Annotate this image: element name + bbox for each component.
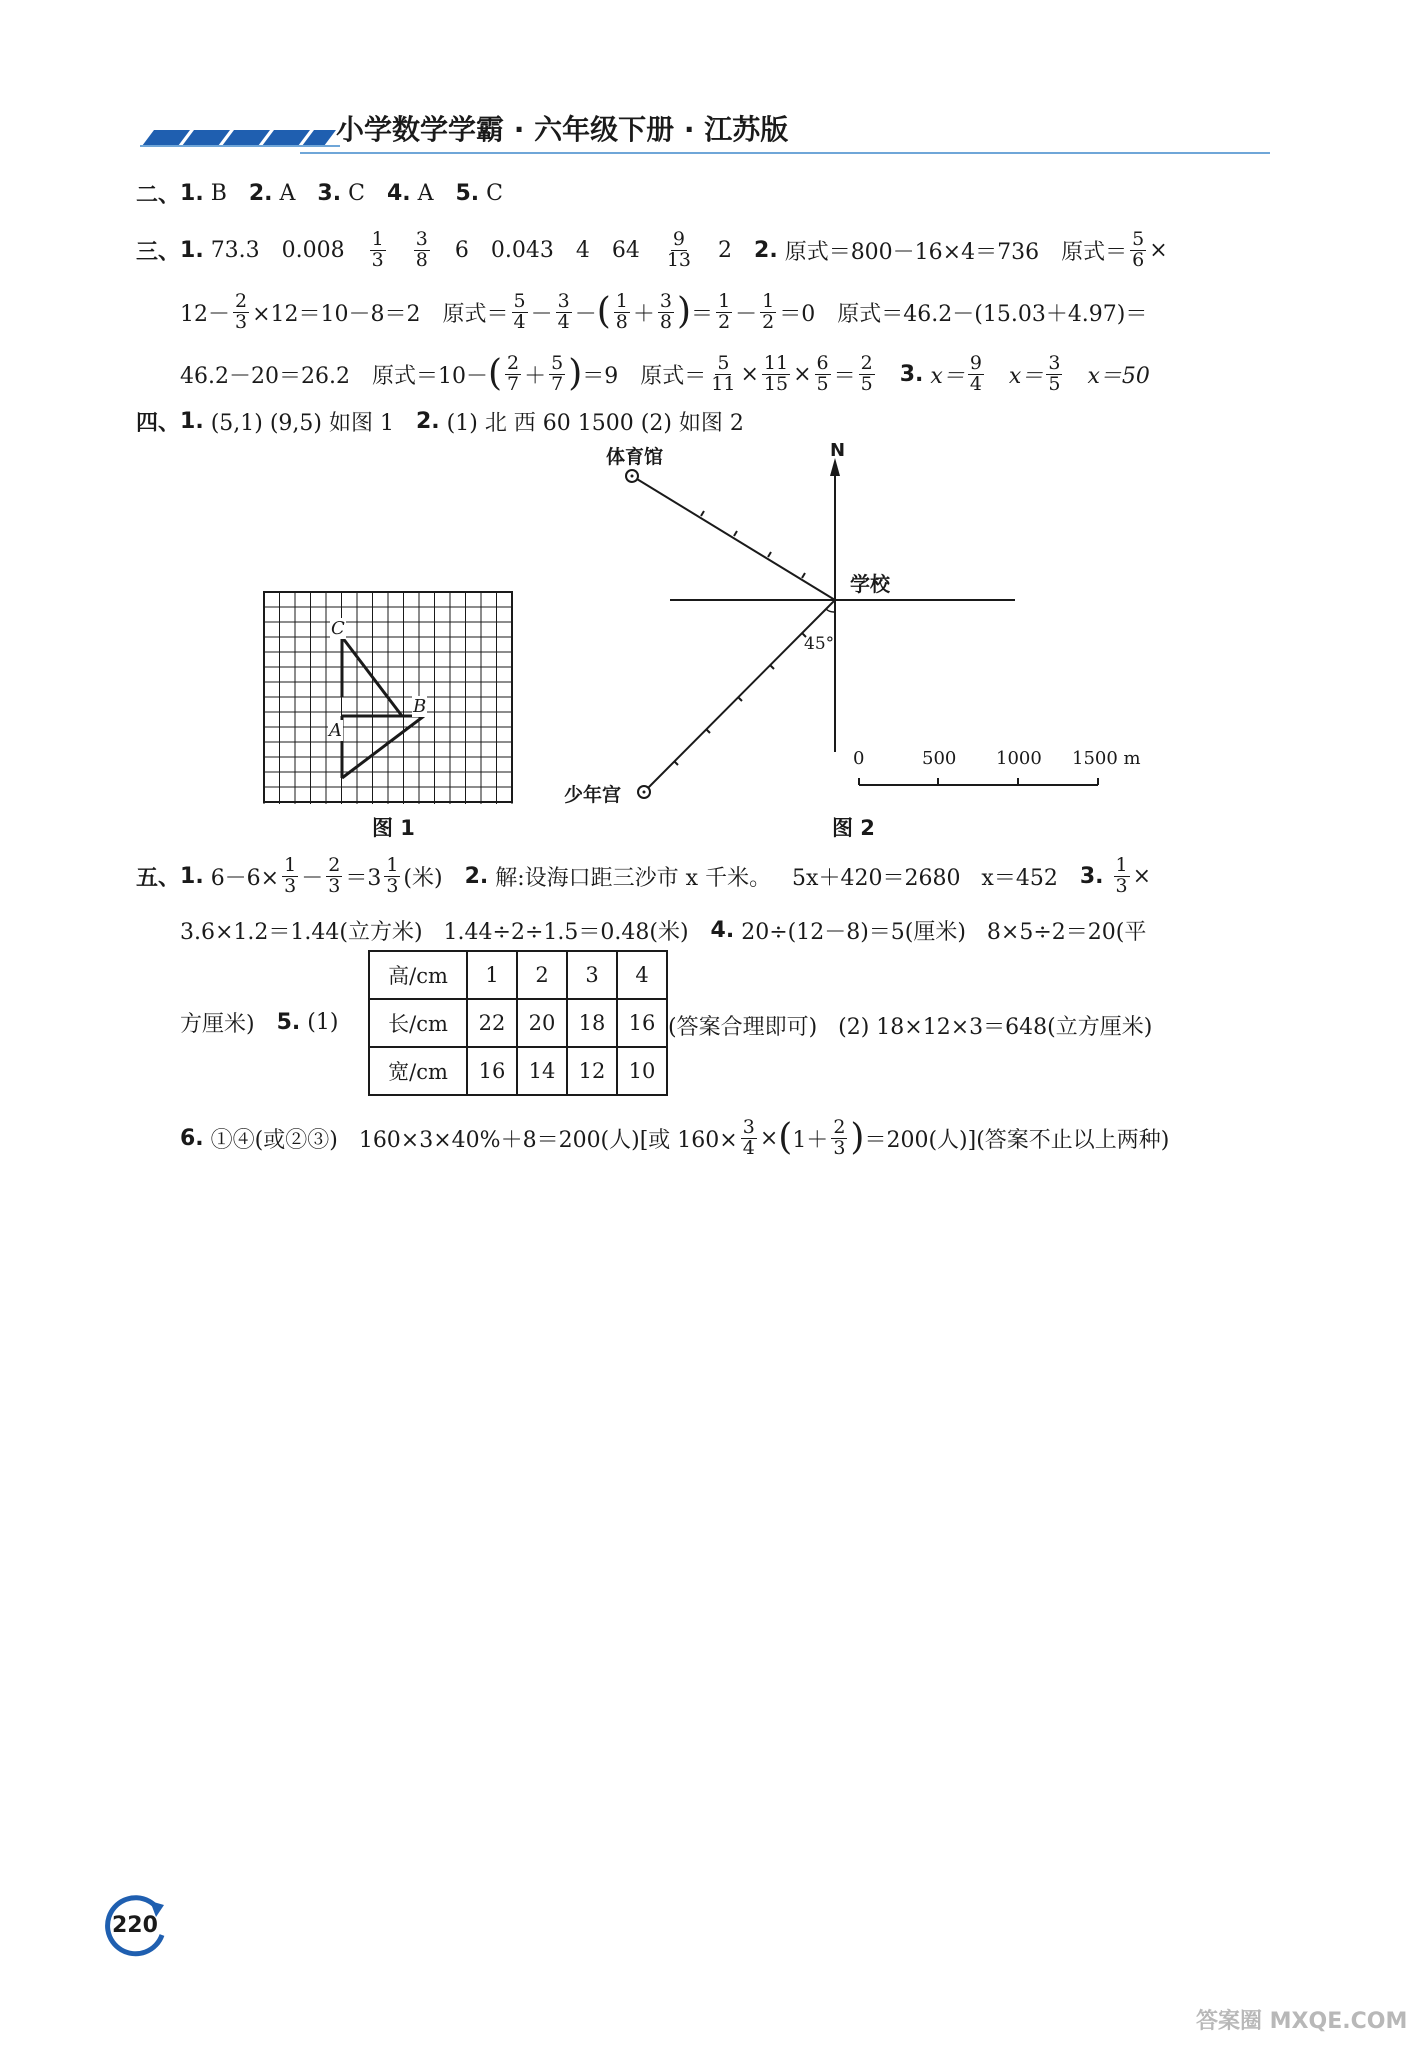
fraction: $\frac{5}{11}$: [711, 351, 736, 395]
watermark-text: 答案圈 MXQE.COM: [1196, 2009, 1408, 2034]
answer: 73.3: [210, 237, 260, 263]
gym-label: 体育馆: [606, 446, 664, 468]
page-number-badge: [98, 1895, 174, 1959]
expression: (米): [403, 865, 443, 891]
answer: B: [210, 180, 227, 206]
expression: x＝: [930, 363, 965, 389]
expression: ×: [759, 1125, 779, 1151]
fraction: $\frac{3}{4}$: [557, 289, 570, 333]
expression: ×: [793, 361, 812, 387]
section-5-label: 五、: [136, 865, 181, 891]
section-5-line-1: [136, 848, 1151, 904]
table-row: [369, 999, 667, 1047]
expression: 原式＝46.2－(15.03＋4.97)＝: [837, 301, 1148, 327]
school-label: 学校: [850, 572, 890, 596]
figure-2-caption: 图 2: [832, 816, 875, 840]
table-cell: 16: [617, 999, 667, 1047]
section-5-line-3: [180, 1004, 338, 1040]
answer: C: [348, 180, 365, 206]
expression: －: [530, 301, 553, 327]
expression: 方厘米): [180, 1011, 255, 1037]
expression: ×: [740, 361, 759, 387]
fraction: $\frac{5}{7}$: [551, 351, 564, 395]
fraction: $\frac{1}{3}$: [371, 227, 384, 271]
fraction: $\frac{9}{13}$: [666, 227, 692, 271]
section-2-label: 二、: [136, 182, 181, 208]
expression: －: [735, 301, 758, 327]
fraction: $\frac{11}{15}$: [763, 351, 789, 395]
q-number: 2.: [754, 237, 778, 263]
table-cell: 4: [617, 951, 667, 999]
scale-0: 0: [853, 748, 865, 769]
fraction: $\frac{3}{8}$: [659, 289, 672, 333]
table-cell: 14: [517, 1047, 567, 1095]
section-2: [136, 178, 503, 208]
answer: (1) 北 西 60 1500 (2) 如图 2: [446, 410, 744, 436]
expression: x＝: [1008, 363, 1044, 389]
expression: x＝50: [1087, 363, 1150, 389]
expression: ①④(或②③) 160×3×40%＋8＝200(人)[或 160×: [210, 1127, 738, 1153]
table-row: [369, 1047, 667, 1095]
answer: 6: [454, 237, 469, 263]
q-number: 5.: [455, 180, 480, 206]
figure-1: [262, 590, 522, 812]
section-5-line-3-tail: (答案合理即可) (2) 18×12×3＝648(立方厘米): [668, 1015, 1153, 1040]
expression: －: [301, 865, 324, 891]
expression: 20÷(12－8)＝5(厘米) 8×5÷2＝20(平: [741, 919, 1147, 945]
figure-2: [560, 440, 1160, 810]
section-3-line-2: 12－ $\frac{2}{3}$ ×12＝10－8＝2 原式＝ $\frac{5}{4}$ － $\frac{3}{4}$ － ( $\frac{1}{8}$ ＋ $\frac{3}{8}$ ) ＝ $\frac{1}{2}$ － $\frac{1}{2}$ ＝0 原式＝46.2－(15.03＋4.97)＝: [180, 289, 1148, 333]
fraction: $\frac{3}{4}$: [742, 1115, 755, 1159]
fraction: $\frac{2}{7}$: [507, 351, 520, 395]
header-rule: [300, 152, 1270, 154]
row-header: 宽/cm: [369, 1047, 467, 1095]
angle-label: 45°: [804, 634, 835, 654]
expression: ＝200(人)](答案不止以上两种): [864, 1127, 1170, 1153]
expression: ×: [1132, 863, 1152, 889]
fraction: $\frac{1}{8}$: [615, 289, 628, 333]
answer: C: [486, 180, 504, 206]
expression: ＝9: [582, 363, 619, 389]
expression: ×: [1149, 237, 1168, 263]
expression: 原式＝: [640, 363, 707, 389]
answer: (5,1) (9,5) 如图 1: [210, 410, 394, 436]
q-number: 4.: [386, 180, 411, 206]
page-number: 220: [112, 1913, 158, 1938]
expression: ＝3: [345, 865, 382, 891]
q-number: 2.: [415, 408, 440, 434]
section-5-line-4: 6. ①④(或②③) 160×3×40%＋8＝200(人)[或 160× $\frac{3}{4}$ × ( 1＋ $\frac{2}{3}$ ) ＝200(人)](答案不止以上两种): [180, 1115, 1170, 1159]
q-number: 3.: [317, 180, 342, 206]
table-cell: 22: [467, 999, 517, 1047]
row-header: 高/cm: [369, 951, 467, 999]
answer: 2: [718, 237, 733, 263]
expression: －: [574, 301, 597, 327]
fraction: $\frac{5}{4}$: [513, 289, 526, 333]
expression: 1＋: [792, 1127, 829, 1153]
expression: 3.6×1.2＝1.44(立方米) 1.44÷2÷1.5＝0.48(米): [180, 919, 689, 945]
section-4-line-1: [136, 404, 744, 438]
scale-1000: 1000: [996, 748, 1042, 769]
table-cell: 10: [617, 1047, 667, 1095]
scale-500: 500: [922, 748, 957, 769]
palace-label: 少年宫: [564, 784, 622, 806]
expression: ＋: [632, 301, 655, 327]
north-label: N: [830, 440, 846, 461]
fraction: $\frac{3}{5}$: [1048, 351, 1061, 395]
expression: ＝: [833, 363, 856, 389]
q-number: 1.: [180, 237, 204, 263]
table-cell: 1: [467, 951, 517, 999]
q-number: 2.: [464, 863, 489, 889]
answer: A: [417, 180, 434, 206]
table-row: [369, 951, 667, 999]
expression: 原式＝800－16×4＝736: [784, 239, 1040, 265]
figure-1-caption: 图 1: [372, 816, 415, 840]
point-label-c: C: [331, 618, 345, 639]
q-number: 3.: [1079, 863, 1104, 889]
fraction: $\frac{1}{3}$: [284, 853, 297, 897]
expression: 原式＝: [1061, 239, 1128, 265]
point-label-a: A: [329, 720, 342, 741]
header-decoration: [140, 118, 340, 154]
expression: ＝: [691, 301, 714, 327]
table-cell: 2: [517, 951, 567, 999]
expression: ×12＝10－8＝2: [252, 301, 421, 327]
answer: 64: [611, 237, 640, 263]
expression: (1): [307, 1009, 339, 1035]
fraction: $\frac{5}{6}$: [1132, 227, 1145, 271]
expression: 6－6×: [210, 865, 280, 891]
section-5-line-2: [180, 912, 1146, 948]
expression: 原式＝: [442, 301, 509, 327]
expression: ＋: [524, 363, 547, 389]
expression: 原式＝10－: [371, 363, 488, 389]
fraction: $\frac{2}{3}$: [328, 853, 341, 897]
table-cell: 3: [567, 951, 617, 999]
fraction: $\frac{6}{5}$: [816, 351, 829, 395]
table-cell: 20: [517, 999, 567, 1047]
fraction: $\frac{2}{3}$: [235, 289, 248, 333]
q-number: 4.: [710, 917, 735, 943]
q-number: 1.: [180, 180, 204, 206]
point-label-b: B: [413, 696, 427, 717]
table-cell: 16: [467, 1047, 517, 1095]
answer: 0.043: [490, 237, 554, 263]
row-header: 长/cm: [369, 999, 467, 1047]
fraction: $\frac{9}{4}$: [969, 351, 982, 395]
watermark: [1196, 1980, 1408, 2052]
table-cell: 18: [567, 999, 617, 1047]
section-3-label: 三、: [136, 239, 181, 265]
answer: 0.008: [281, 237, 345, 263]
scale-1500: 1500 m: [1072, 748, 1141, 769]
expression: 12－: [180, 301, 230, 327]
q-number: 6.: [180, 1125, 204, 1151]
dimension-table: [368, 950, 668, 1096]
fraction: $\frac{3}{8}$: [415, 227, 428, 271]
section-4-label: 四、: [136, 410, 181, 436]
fraction: $\frac{1}{2}$: [718, 289, 731, 333]
q-number: 5.: [276, 1009, 301, 1035]
q-number: 1.: [180, 408, 204, 434]
answer: 4: [575, 237, 590, 263]
header-title: 小学数学学霸 · 六年级下册 · 江苏版: [336, 113, 789, 146]
section-3-line-3: 46.2－20＝26.2 原式＝10－ ( $\frac{2}{7}$ ＋ $\frac{5}{7}$ ) ＝9 原式＝ $\frac{5}{11}$ × $\frac{11}{15}$ × $\frac{6}{5}$ ＝ $\frac{2}{5}$ 3. x＝ $\frac{9}{4}$ x＝ $\frac{3}{5}$ x＝50: [180, 351, 1150, 395]
q-number: 1.: [180, 863, 204, 889]
q-number: 2.: [248, 180, 273, 206]
fraction: $\frac{2}{5}$: [860, 351, 873, 395]
expression: ＝0: [779, 301, 816, 327]
fraction: $\frac{1}{3}$: [1115, 853, 1128, 897]
expression: 解:设海口距三沙市 x 千米。 5x＋420＝2680 x＝452: [495, 865, 1058, 891]
grid-figure: [262, 590, 522, 806]
answer: A: [279, 180, 296, 206]
fraction: $\frac{2}{3}$: [833, 1115, 846, 1159]
section-3-line-1: [136, 222, 1168, 278]
expression: 46.2－20＝26.2: [180, 363, 350, 389]
fraction: $\frac{1}{2}$: [762, 289, 775, 333]
q-number: 3.: [899, 361, 924, 387]
table-cell: 12: [567, 1047, 617, 1095]
fraction: $\frac{1}{3}$: [386, 853, 399, 897]
